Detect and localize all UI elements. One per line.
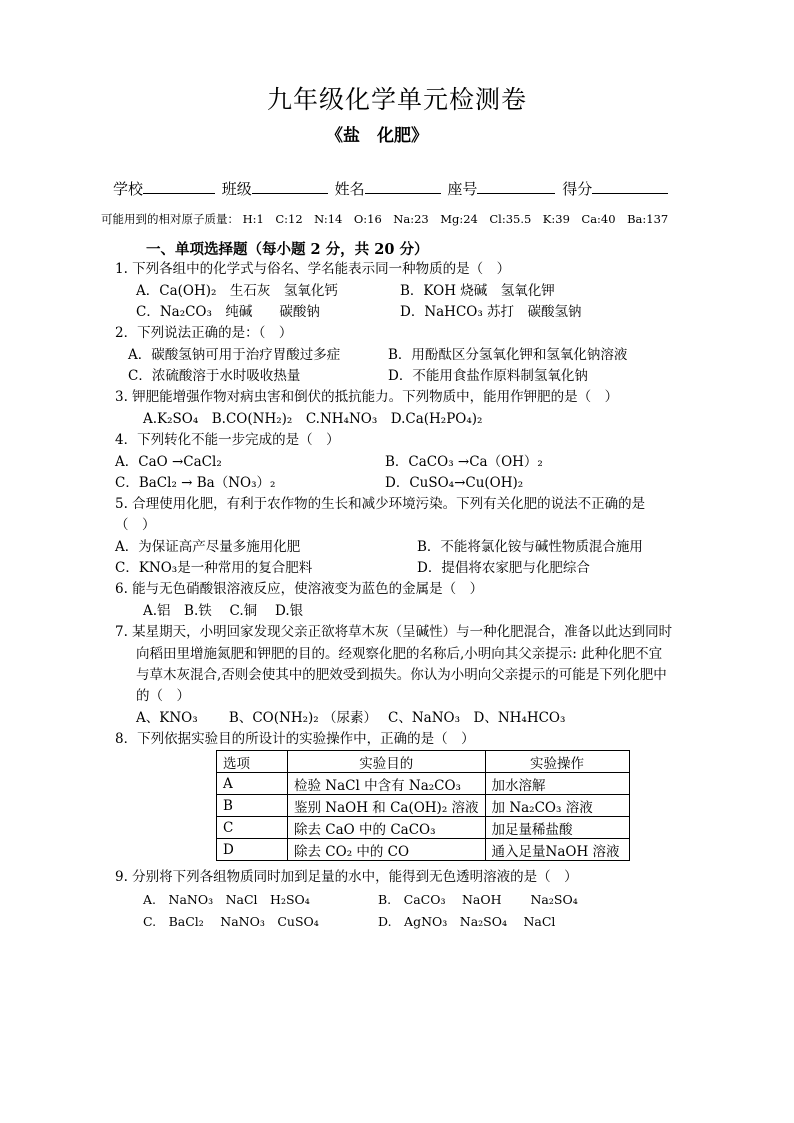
q7-line3: 与草木灰混合,否则会使其中的肥效受到损失。你认为小明向父亲提示的可能是下列化肥中 (136, 667, 667, 683)
q5-option-c: C．KNO₃是一种常用的复合肥料 (115, 560, 313, 576)
school-field[interactable] (143, 179, 215, 194)
q1-stem: 1. 下列各组中的化学式与俗名、学名能表示同一种物质的是（ ） (115, 261, 511, 277)
q2-stem: 2．下列说法正确的是：（ ） (115, 325, 293, 341)
q1-option-c: C．Na₂CO₃ 纯碱 碳酸钠 (136, 304, 320, 320)
class-field[interactable] (252, 179, 328, 194)
q9-stem: 9. 分别将下列各组物质同时加到足量的水中，能得到无色透明溶液的是（ ） (115, 869, 578, 885)
q9-option-c: C. BaCl₂ NaNO₃ CuSO₄ (143, 914, 319, 929)
experiment-table (216, 750, 630, 861)
q5-stem-line2: （ ） (115, 517, 156, 533)
table-header-purpose: 实验目的 (288, 751, 486, 773)
page-title: 九年级化学单元检测卷 (266, 85, 527, 114)
q1-option-a: A．Ca(OH)₂ 生石灰 氢氧化钙 (136, 283, 338, 299)
table-cell: 加水溶解 (485, 773, 629, 795)
table-cell: A (217, 773, 288, 795)
table-cell: 除去 CO₂ 中的 CO (288, 839, 486, 861)
table-cell: 检验 NaCl 中含有 Na₂CO₃ (288, 773, 486, 795)
atomic-masses: 可能用到的相对原子质量： H:1 C:12 N:14 O:16 Na:23 Mg:24 Cl:35.5 K:39 Ca:40 Ba:137 (101, 212, 669, 226)
q4-option-c: C．BaCl₂ → Ba（NO₃）₂ (115, 475, 276, 491)
q5-option-a: A．为保证高产尽量多施用化肥 (115, 539, 301, 555)
score-field[interactable] (592, 179, 668, 194)
q7-line2: 向稻田里增施氮肥和钾肥的目的。经观察化肥的名称后,小明向其父亲提示: 此种化肥不宜 (136, 646, 663, 662)
name-label: 姓名 (334, 180, 365, 198)
seat-label: 座号 (447, 180, 478, 198)
table-cell: 通入足量NaOH 溶液 (485, 839, 629, 861)
table-header-row (217, 751, 630, 773)
table-cell: 除去 CaO 中的 CaCO₃ (288, 817, 486, 839)
table-row (217, 795, 630, 817)
section-heading: 一、单项选择题（每小题 2 分，共 20 分） (146, 241, 429, 258)
score-label: 得分 (562, 180, 593, 198)
name-field[interactable] (365, 179, 441, 194)
q9-option-a: A. NaNO₃ NaCl H₂SO₄ (143, 892, 310, 907)
q7-line4: 的（ ） (136, 688, 190, 704)
q7-options: A、KNO₃ B、CO(NH₂)₂ （尿素） C、NaNO₃ D、NH₄HCO₃ (136, 710, 566, 726)
table-cell: C (217, 817, 288, 839)
q2-option-a: A．碳酸氢钠可用于治疗胃酸过多症 (128, 347, 341, 363)
table-header-operation: 实验操作 (485, 751, 629, 773)
student-info-row (113, 178, 670, 199)
q1-option-d: D．NaHCO₃ 苏打 碳酸氢钠 (400, 304, 582, 320)
q4-option-a: A．CaO →CaCl₂ (115, 454, 222, 470)
q9-option-b: B. CaCO₃ NaOH Na₂SO₄ (378, 892, 578, 907)
class-label: 班级 (221, 180, 252, 198)
q2-option-d: D．不能用食盐作原料制氢氧化钠 (388, 368, 588, 384)
school-label: 学校 (113, 180, 144, 198)
seat-field[interactable] (477, 179, 555, 194)
table-cell: D (217, 839, 288, 861)
table-row (217, 773, 630, 795)
q2-option-b: B．用酚酞区分氢氧化钾和氢氧化钠溶液 (388, 347, 628, 363)
table-header-option: 选项 (217, 751, 288, 773)
q6-stem: 6. 能与无色硝酸银溶液反应，使溶液变为蓝色的金属是（ ） (115, 581, 484, 597)
q2-option-c: C．浓硫酸溶于水时吸收热量 (128, 368, 301, 384)
table-row (217, 839, 630, 861)
table-cell: 鉴别 NaOH 和 Ca(OH)₂ 溶液 (288, 795, 486, 817)
q3-options: A.K₂SO₄ B.CO(NH₂)₂ C.NH₄NO₃ D.Ca(H₂PO₄)₂ (143, 411, 483, 427)
table-cell: 加足量稀盐酸 (485, 817, 629, 839)
page-subtitle: 《盐 化肥》 (326, 126, 428, 146)
q5-option-b: B．不能将氯化铵与碱性物质混合施用 (417, 539, 643, 555)
table-cell: 加 Na₂CO₃ 溶液 (485, 795, 629, 817)
table-cell: B (217, 795, 288, 817)
q9-option-d: D. AgNO₃ Na₂SO₄ NaCl (378, 914, 556, 929)
q4-option-b: B．CaCO₃ →Ca（OH）₂ (385, 454, 543, 470)
q7-line1: 7. 某星期天，小明回家发现父亲正欲将草木灰（呈碱性）与一种化肥混合，准备以此达到同时 (115, 624, 673, 640)
q6-options: A.铝 B.铁 C.铜 D.银 (143, 603, 304, 619)
q4-option-d: D．CuSO₄→Cu(OH)₂ (385, 475, 524, 491)
q8-stem: 8．下列依据实验目的所设计的实验操作中，正确的是（ ） (115, 731, 475, 747)
q4-stem: 4．下列转化不能一步完成的是（ ） (115, 432, 340, 448)
q1-option-b: B．KOH 烧碱 氢氧化钾 (400, 283, 555, 299)
q5-stem-line1: 5. 合理使用化肥，有利于农作物的生长和减少环境污染。下列有关化肥的说法不正确的是 (115, 496, 646, 512)
q3-stem: 3. 钾肥能增强作物对病虫害和倒伏的抵抗能力。下列物质中，能用作钾肥的是（ ） (115, 389, 619, 405)
q5-option-d: D．提倡将农家肥与化肥综合 (417, 560, 590, 576)
table-row (217, 817, 630, 839)
